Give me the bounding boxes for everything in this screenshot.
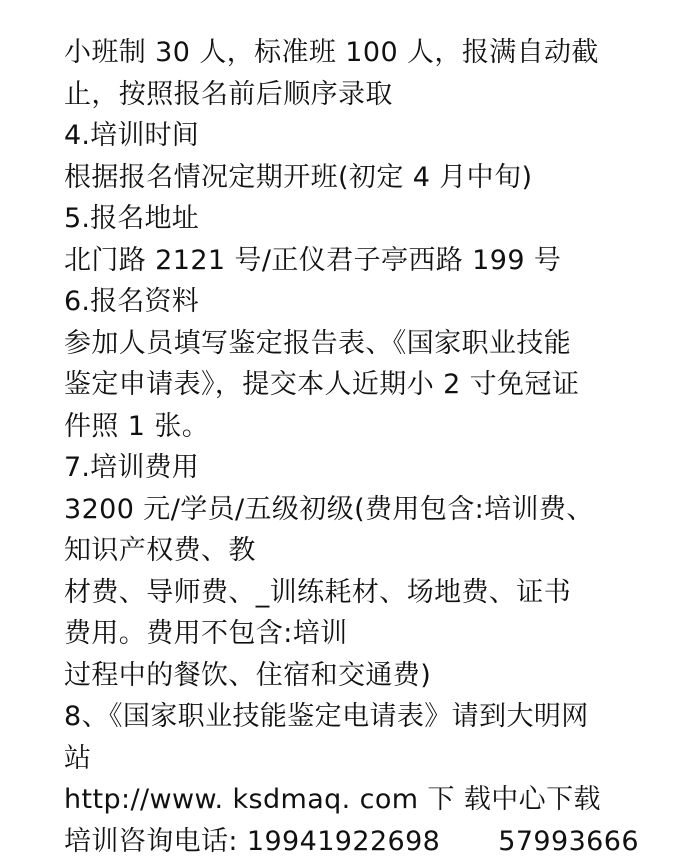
contact-phone-row xyxy=(64,821,664,863)
text-line-application-form-1: 8、《国家职业技能鉴定电请表》请到大明网 xyxy=(64,701,589,732)
contact-phone-number-1: 19941922698 xyxy=(246,825,441,857)
text-line-schedule: 根据报名情况定期开班(初定 4 月中旬) xyxy=(64,161,533,193)
text-line-fees-5: 过程中的餐饮、住宿和交通费) xyxy=(64,659,432,691)
text-line-application-form-2: 站 xyxy=(64,742,92,774)
contact-phone-label: 培训咨询电话: xyxy=(64,825,247,857)
text-line-materials-2: 鉴定申请表》，提交本人近期小 2 寸免冠证 xyxy=(64,369,580,400)
text-line-materials-3: 件照 1 张。 xyxy=(64,410,210,442)
section-heading-registration-materials: 6.报名资料 xyxy=(64,286,199,317)
text-line-admission-order: 止，按照报名前后顺序录取 xyxy=(64,78,393,110)
text-line-class-size: 小班制 30 人，标准班 100 人，报满自动截 xyxy=(64,37,599,68)
text-line-address: 北门路 2121 号/正仪君子亭西路 199 号 xyxy=(64,244,562,276)
contact-phone-number-2: 57993666 xyxy=(498,825,639,857)
text-line-fees-1: 3200 元/学员/五级初级(费用包含:培训费、 xyxy=(64,493,594,525)
text-line-fees-2: 知识产权费、教 xyxy=(64,535,256,566)
section-heading-training-time: 4.培训时间 xyxy=(64,120,199,151)
section-heading-training-fees: 7.培训费用 xyxy=(64,452,199,483)
text-line-fees-4: 费用。费用不包含:培训 xyxy=(64,618,348,649)
text-line-materials-1: 参加人员填写鉴定报告表、《国家职业技能 xyxy=(64,327,572,359)
section-heading-registration-address: 5.报名地址 xyxy=(64,203,199,234)
text-line-website: http://www. ksdmaq. com 下 载中心下载 xyxy=(64,784,601,815)
text-line-fees-3: 材费、导师费、_训练耗材、场地费、证书 xyxy=(64,576,572,608)
document-page xyxy=(64,32,664,862)
